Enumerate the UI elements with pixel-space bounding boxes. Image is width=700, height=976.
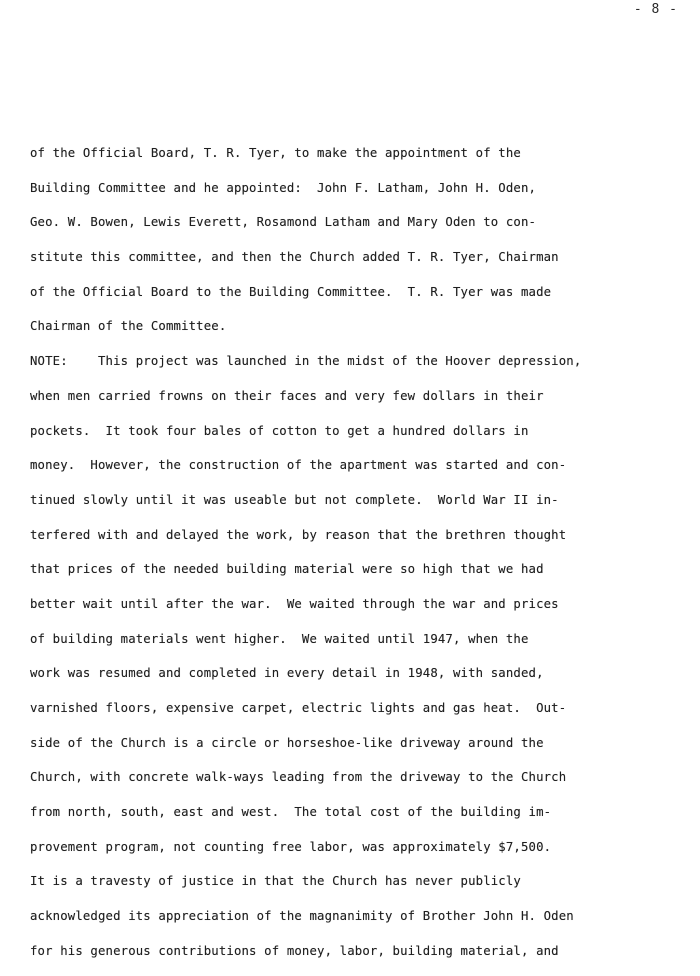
text-line: when men carried frowns on their faces and very few dollars in their <box>30 388 544 403</box>
text-line: of the Official Board, T. R. Tyer, to make the appointment of the <box>30 146 521 160</box>
text-line: varnished floors, expensive carpet, electric lights and gas heat. Out- <box>30 701 567 715</box>
text-line: Chairman of the Committee. <box>30 319 227 334</box>
text-line: stitute this committee, and then the Church added T. R. Tyer, Chairman <box>30 250 559 265</box>
text-line: of building materials went higher. We waited until 1947, when the <box>30 631 529 646</box>
text-line: provement program, not counting free labor, was approximately $7,500. <box>30 839 552 854</box>
text-line: acknowledged its appreciation of the magnanimity of Brother John H. Oden <box>30 909 574 924</box>
text-line: from north, south, east and west. The total cost of the building im- <box>30 805 552 820</box>
text-line: Building Committee and he appointed: John F. Latham, John H. Oden, <box>30 180 537 195</box>
text-line: It is a travesty of justice in that the Church has never publicly <box>30 874 521 889</box>
text-line: terfered with and delayed the work, by reason that the brethren thought <box>30 527 567 542</box>
text-line: money. However, the construction of the apartment was started and con- <box>30 458 567 473</box>
typed-body-text <box>30 143 670 976</box>
page-number: - 8 - <box>633 2 678 17</box>
text-line: better wait until after the war. We waited through the war and prices <box>30 596 559 611</box>
text-line: that prices of the needed building material were so high that we had <box>30 562 544 577</box>
text-line: of the Official Board to the Building Committee. T. R. Tyer was made <box>30 284 552 299</box>
text-line: Geo. W. Bowen, Lewis Everett, Rosamond Latham and Mary Oden to con- <box>30 215 537 230</box>
text-line: Church, with concrete walk-ways leading from the driveway to the Church <box>30 770 567 785</box>
text-line: side of the Church is a circle or horseshoe-like driveway around the <box>30 735 544 750</box>
text-line: for his generous contributions of money, labor, building material, and <box>30 943 559 958</box>
text-line: work was resumed and completed in every detail in 1948, with sanded, <box>30 666 544 681</box>
text-line: tinued slowly until it was useable but not complete. World War II in- <box>30 492 559 507</box>
text-line: pockets. It took four bales of cotton to get a hundred dollars in <box>30 423 529 438</box>
text-line: NOTE: This project was launched in the midst of the Hoover depression, <box>30 354 582 369</box>
